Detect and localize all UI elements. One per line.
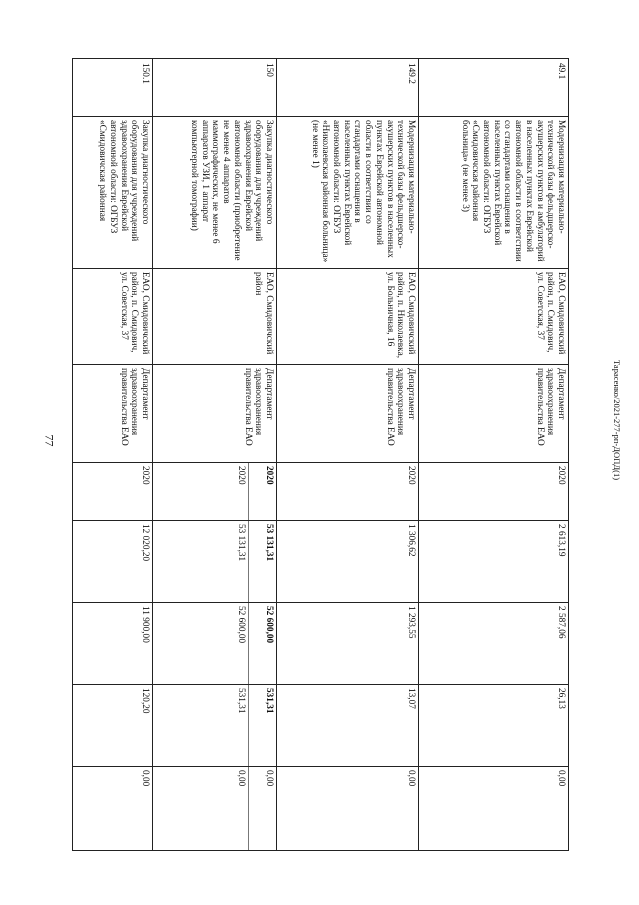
row-other-2: 0,00 (153, 767, 249, 851)
row-address: ЕАО, Смидовичский район, п. Смидович, ул. Советская, 37 (73, 269, 153, 365)
row-federal: 11 900,00 (73, 603, 153, 685)
page-number: 77 (42, 434, 57, 447)
row-executor: Департамент здравоохранения правительства ЕАО (73, 365, 153, 463)
rotated-table-container (73, 58, 569, 850)
row-regional: 13,07 (277, 685, 419, 767)
row-regional: 120,20 (73, 685, 153, 767)
row-year-2: 2020 (153, 463, 249, 521)
row-description: Модернизация материально-технической базы фельдшерско-акушерских пунктов и амбулаторий в населенных пунктах Еврейской автономной области в соответствии со стандартами оснащения в населенных пунктах Еврейской автономной области: ОГБУЗ «Смидовичская районная больница» (не менее 3) (419, 117, 569, 269)
table-row (73, 59, 153, 851)
row-number: 150.1 (73, 59, 153, 117)
row-year: 2020 (277, 463, 419, 521)
row-year: 2020 (419, 463, 569, 521)
row-total: 53 131,31 (249, 521, 277, 603)
row-total-2: 53 131,31 (153, 521, 249, 603)
row-description: Закупка диагностического оборудования для учреждений здравоохранения Еврейской автономной области (приобретение не менее 4 аппаратов маммографических, не менее 6 аппаратов УЗИ, 1 аппарат компьютерной томографии) (153, 117, 277, 269)
row-federal: 2 587,06 (419, 603, 569, 685)
row-other: 0,00 (277, 767, 419, 851)
row-regional: 531,31 (249, 685, 277, 767)
row-federal: 1 293,55 (277, 603, 419, 685)
row-federal: 52 600,00 (249, 603, 277, 685)
budget-table (72, 58, 569, 851)
row-executor: Департамент здравоохранения правительства ЕАО (277, 365, 419, 463)
row-year: 2020 (249, 463, 277, 521)
row-total: 2 613,19 (419, 521, 569, 603)
row-total: 12 020,20 (73, 521, 153, 603)
footer-code: Тарасенко/2021-277-рп-ДОПД(1) (612, 359, 622, 481)
row-other: 0,00 (73, 767, 153, 851)
row-total: 1 306,62 (277, 521, 419, 603)
row-executor: Департамент здравоохранения правительства ЕАО (153, 365, 277, 463)
row-address: ЕАО, Смидовичский район, п. Николаевка, ул. Больничная, 16 (277, 269, 419, 365)
row-regional: 26,13 (419, 685, 569, 767)
row-description: Закупка диагностического оборудования для учреждений здравоохранения Еврейской автономной области: ОГБУЗ «Смидовичская районная (73, 117, 153, 269)
row-description: Модернизация материально-технической базы фельдшерско-акушерских пунктов в населенных пунктах Еврейской автономной области в соответствии со стандартами оснащения в населенных пунктах Еврейской автономной области: ОГБУЗ «Николаевская районная больница» (не менее 1) (277, 117, 419, 269)
row-regional-2: 531,31 (153, 685, 249, 767)
row-federal-2: 52 600,00 (153, 603, 249, 685)
row-address: ЕАО, Смидовичский район (153, 269, 277, 365)
row-number: 49.1 (419, 59, 569, 117)
row-number: 149.2 (277, 59, 419, 117)
row-executor: Департамент здравоохранения правительства ЕАО (419, 365, 569, 463)
row-address: ЕАО, Смидовичский район, п. Смидович, ул. Советская, 37 (419, 269, 569, 365)
table-row (249, 59, 277, 851)
table-row (277, 59, 419, 851)
row-year: 2020 (73, 463, 153, 521)
row-other: 0,00 (419, 767, 569, 851)
table-row (419, 59, 569, 851)
row-number: 150 (153, 59, 277, 117)
row-other: 0,00 (249, 767, 277, 851)
